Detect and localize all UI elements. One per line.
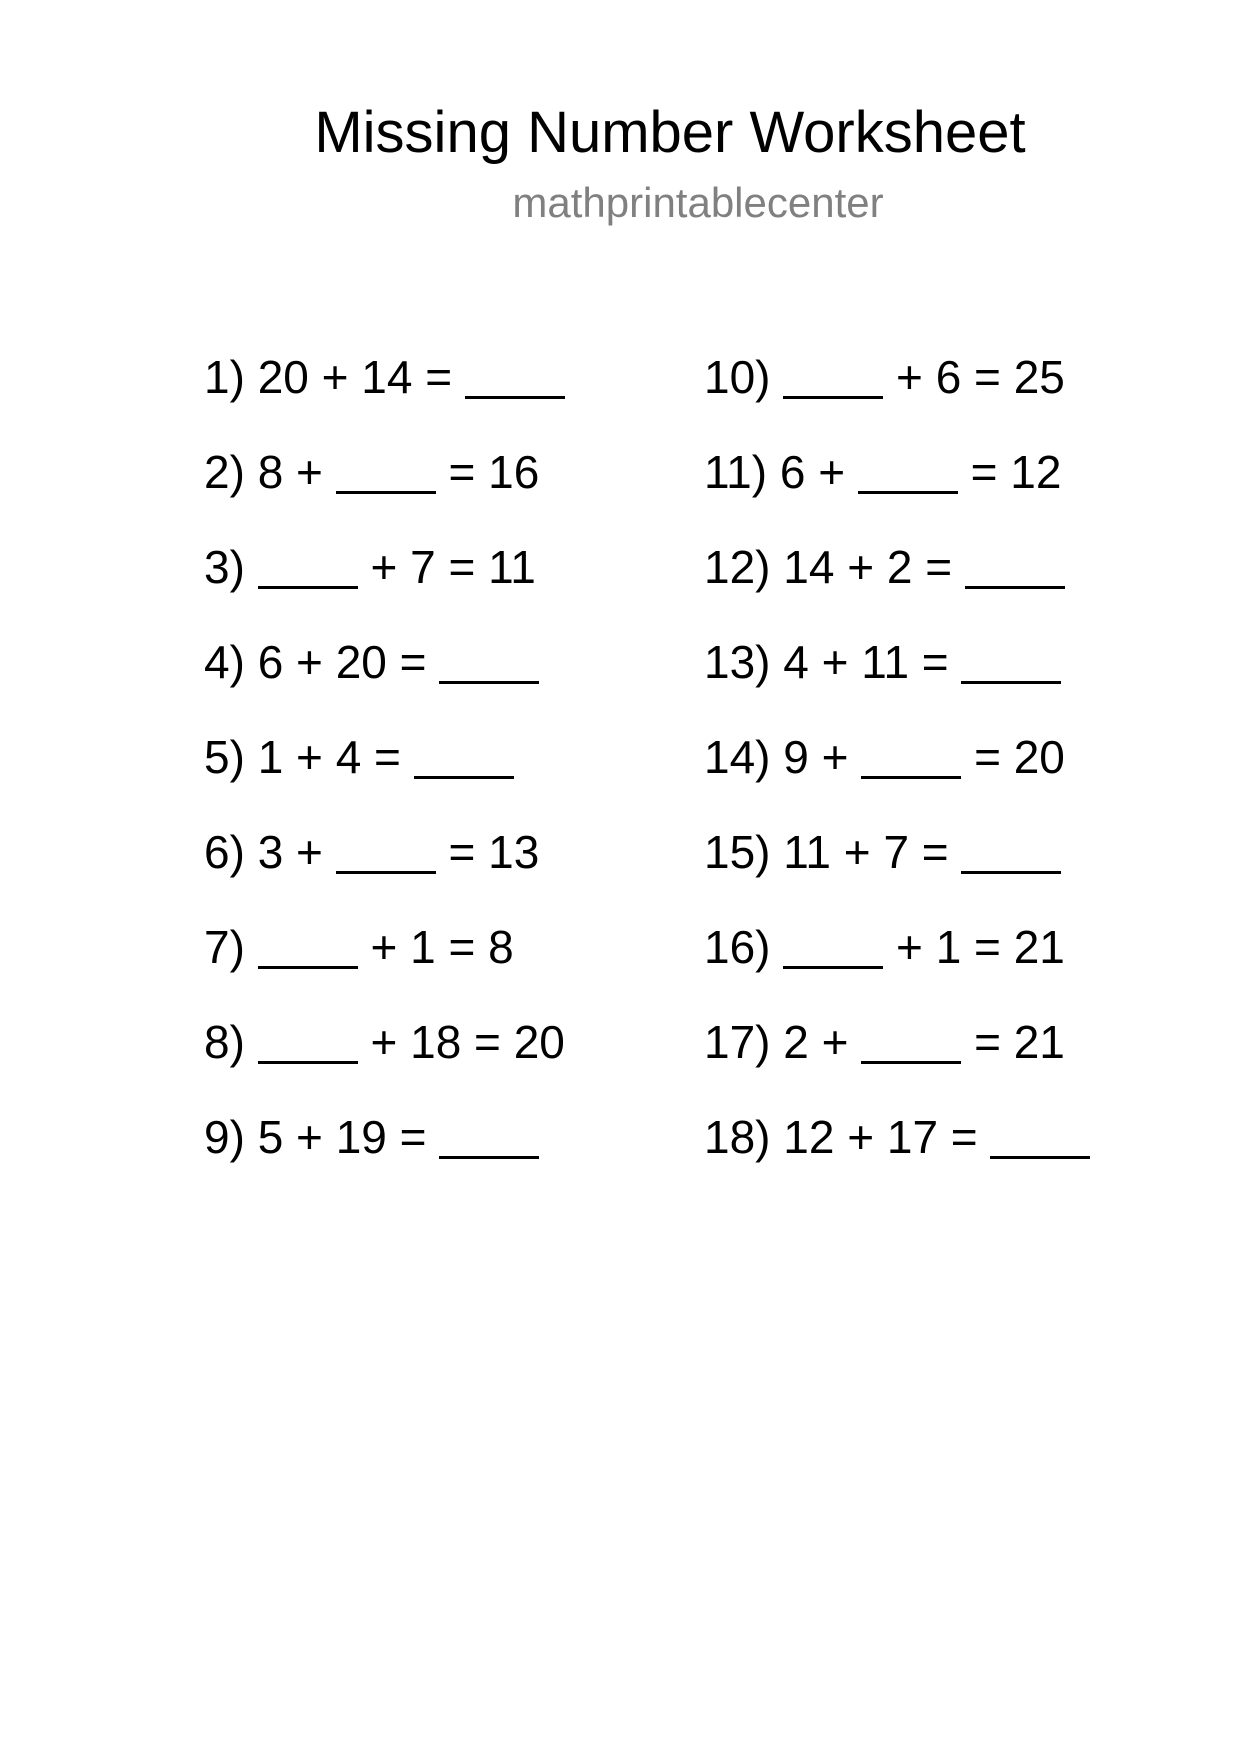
problem-item [704, 825, 1061, 879]
equation-text: 20 + 14 = [257, 351, 453, 403]
answer-blank[interactable] [990, 1113, 1090, 1159]
answer-blank[interactable] [258, 543, 358, 589]
equation-text: 8 + [257, 446, 323, 498]
problem-item [704, 730, 1065, 784]
equation-text: = 21 [974, 1016, 1065, 1068]
problem-number: 17) [704, 1016, 771, 1068]
equation-text: 6 + [779, 446, 846, 498]
problem-number: 14) [704, 731, 771, 783]
problem-item [704, 1015, 1065, 1069]
problem-number: 5) [204, 731, 245, 783]
problem-number: 10) [704, 351, 771, 403]
answer-blank[interactable] [861, 1018, 961, 1064]
answer-blank[interactable] [439, 638, 539, 684]
problem-item [704, 540, 1065, 594]
answer-blank[interactable] [336, 448, 436, 494]
problem-number: 6) [204, 826, 245, 878]
problem-item [204, 445, 539, 499]
equation-text: = 13 [448, 826, 540, 878]
problem-item [204, 1110, 539, 1164]
answer-blank[interactable] [783, 353, 883, 399]
equation-text: 2 + [783, 1016, 849, 1068]
problem-item [704, 1110, 1090, 1164]
equation-text: = 20 [974, 731, 1065, 783]
problem-item [204, 1015, 565, 1069]
equation-text: 11 + 7 = [783, 826, 949, 878]
equation-text: 14 + 2 = [783, 541, 953, 593]
problem-number: 12) [704, 541, 771, 593]
problem-item [204, 635, 539, 689]
page-title: Missing Number Worksheet [314, 100, 1026, 165]
problem-item [704, 920, 1065, 974]
problem-number: 4) [204, 636, 245, 688]
answer-blank[interactable] [336, 828, 436, 874]
problem-item [204, 540, 536, 594]
equation-text: + 7 = 11 [370, 541, 536, 593]
equation-text: + 6 = 25 [896, 351, 1065, 403]
answer-blank[interactable] [414, 733, 514, 779]
equation-text: 5 + 19 = [257, 1111, 427, 1163]
equation-text: + 1 = 8 [370, 921, 514, 973]
problem-number: 8) [204, 1016, 245, 1068]
problem-item [204, 825, 539, 879]
problem-number: 7) [204, 921, 245, 973]
equation-text: = 12 [970, 446, 1062, 498]
equation-text: + 1 = 21 [896, 921, 1065, 973]
answer-blank[interactable] [858, 448, 958, 494]
answer-blank[interactable] [439, 1113, 539, 1159]
answer-blank[interactable] [965, 543, 1065, 589]
answer-blank[interactable] [861, 733, 961, 779]
equation-text: = 16 [448, 446, 540, 498]
problem-item [204, 920, 514, 974]
equation-text: 6 + 20 = [257, 636, 427, 688]
problem-number: 9) [204, 1111, 245, 1163]
answer-blank[interactable] [258, 1018, 358, 1064]
problem-item [204, 350, 565, 404]
problem-number: 16) [704, 921, 771, 973]
equation-text: 12 + 17 = [783, 1111, 978, 1163]
equation-text: 1 + 4 = [257, 731, 401, 783]
problem-number: 3) [204, 541, 245, 593]
answer-blank[interactable] [961, 638, 1061, 684]
equation-text: 3 + [257, 826, 323, 878]
problem-item [704, 635, 1061, 689]
problem-item [704, 445, 1061, 499]
equation-text: + 18 = 20 [370, 1016, 565, 1068]
problem-item [704, 350, 1065, 404]
problem-number: 1) [204, 351, 245, 403]
problem-number: 13) [704, 636, 771, 688]
page-subtitle: mathprintablecenter [512, 179, 884, 226]
answer-blank[interactable] [961, 828, 1061, 874]
problem-number: 2) [204, 446, 245, 498]
problem-number: 11) [704, 446, 768, 498]
problem-item [204, 730, 514, 784]
answer-blank[interactable] [465, 353, 565, 399]
answer-blank[interactable] [783, 923, 883, 969]
answer-blank[interactable] [258, 923, 358, 969]
problem-number: 15) [704, 826, 771, 878]
problem-number: 18) [704, 1111, 771, 1163]
equation-text: 4 + 11 = [783, 636, 949, 688]
equation-text: 9 + [783, 731, 849, 783]
